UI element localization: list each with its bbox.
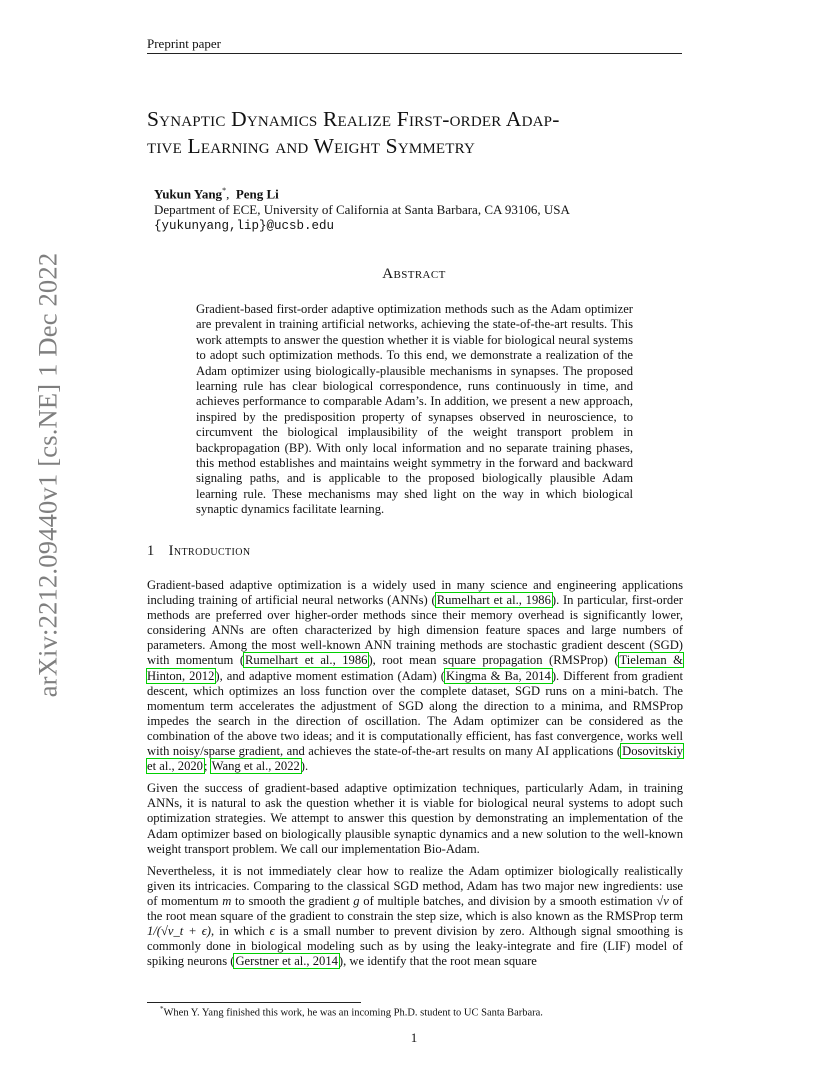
footnote: [160, 1005, 543, 1019]
citation-link[interactable]: Tieleman & Hinton, 2012: [147, 653, 683, 683]
math-m: m: [222, 893, 232, 908]
section-title: Introduction: [168, 543, 251, 559]
footnote-mark: *: [160, 1005, 164, 1013]
email[interactable]: {yukunyang,lip}@ucsb.edu: [154, 219, 335, 234]
arxiv-stamp: arXiv:2212.09440v1 [cs.NE] 1 Dec 2022: [32, 252, 63, 698]
text-run: ), we identify that the root mean square: [338, 954, 537, 969]
citation-link[interactable]: Rumelhart et al., 1986: [245, 653, 368, 668]
math-g: g: [353, 893, 360, 908]
text-run: ).: [300, 759, 309, 774]
paragraph-2: Given the success of gradient-based adaptive optimization techniques, particularly Adam, in training ANNs, it is natural to ask the question whether it is viable for biological neural systems to adopt such optimization strategies. We attempt to answer this question by demonstrating an implementation of the Adam optimizer based on biologically plausible synaptic dynamics and a new solution to the well-known weight transport problem. We call our implementation Bio-Adam.: [147, 781, 683, 856]
citation-link[interactable]: Rumelhart et al., 1986: [436, 593, 551, 608]
citation-link[interactable]: Kingma & Ba, 2014: [445, 668, 551, 683]
text-run: ;: [203, 759, 211, 774]
affiliation: Department of ECE, University of California at Santa Barbara, CA 93106, USA: [154, 202, 570, 218]
running-header: Preprint paper: [147, 36, 222, 51]
text-run: ). In particular, first-order methods are preferred over higher-order methods since their memory overhead is significantly lower, considering ANNs are often characterized by high dimension feature spaces and large numbers of parameters. Among the most well-known ANN training methods are stochastic gradient descent (SGD) with momentum (: [147, 593, 683, 668]
header-rule: [147, 53, 682, 54]
abstract-heading: Abstract: [382, 266, 446, 282]
section-body: [147, 578, 683, 976]
paper-title: [147, 106, 687, 160]
paragraph-1: [147, 578, 683, 774]
citation-link[interactable]: Wang et al., 2022: [211, 759, 300, 774]
text-run: ), and adaptive moment estimation (Adam) (: [215, 668, 445, 683]
page-number: 1: [410, 1030, 418, 1045]
text-run: of the root mean square of the gradient to constrain the step size, which is also known as the RMSProp term: [147, 893, 684, 923]
author-2: Peng Li: [235, 186, 279, 202]
title-line-1: Synaptic Dynamics Realize First-order Adap-: [147, 107, 560, 131]
math-epsilon: ϵ: [269, 924, 275, 939]
text-run: of multiple batches, and division by a smooth estimation: [359, 893, 657, 908]
math-sqrt-v: √v: [656, 893, 669, 908]
author-names: Yukun Yang*, Peng Li: [154, 186, 279, 202]
author-block: [154, 183, 570, 234]
text-run: Gradient-based adaptive optimization is a widely used in many science and engineering applications including training of artificial neural networks (ANNs) (: [147, 578, 683, 608]
section-number: 1: [147, 543, 155, 559]
author-1-footnote-mark[interactable]: *: [222, 186, 227, 195]
abstract-text: Gradient-based first-order adaptive optimization methods such as the Adam optimizer are prevalent in training artificial networks, achieving the state-of-the-art results. This work attempts to answer the question whether it is viable for biological neural systems to adopt such optimization methods. To this end, we demonstrate a realization of the Adam optimizer using biologically-plausible mechanisms in synapses. The proposed learning rule has clear biological correspondence, runs continuously in time, and achieves performance to comparable Adam’s. In addition, we present a new approach, inspired by the predisposition property of synapses observed in neuroscience, to circumvent the biological implausibility of the weight transport problem in backpropagation (BP). With only local information and no separate training phases, this method establishes and maintains weight symmetry in the forward and backward signaling paths, and is applicable to the proposed biologically plausible Adam learning rule. These mechanisms may shed light on the way in which biological synaptic dynamics facilitate learning.: [196, 302, 633, 517]
text-run: is a small number to prevent division by zero. Although signal smoothing is commonly done in biological modeling such as by using the leaky-integrate and fire (LIF) model of spiking neurons (: [147, 924, 683, 969]
footnote-text: When Y. Yang finished this work, he was an incoming Ph.D. student to UC Santa Barbara.: [163, 1007, 543, 1019]
text-run: to smooth the gradient: [231, 893, 354, 908]
footnote-rule: [147, 1002, 361, 1003]
text-run: ), root mean square propagation (RMSProp) (: [368, 653, 619, 668]
citation-link[interactable]: Dosovitskiy et al., 2020: [147, 744, 683, 774]
math-rmsprop-term: 1/(√v_t + ϵ): [147, 924, 211, 939]
section-heading: [147, 543, 251, 560]
text-run: ). Different from gradient descent, which optimizes an loss function over the complete dataset, SGD runs on a mini-batch. The momentum term accelerates the adjustment of SGD along the direction to a minima, and RMSProp impedes the search in the direction of oscillation. The Adam optimizer can be considered as the combination of the above two ideas; and it is computationally efficient, has fast convergence, works well with noisy/sparse gradient, and achieves the state-of-the-art results on many AI applications (: [147, 668, 684, 759]
text-run: Nevertheless, it is not immediately clear how to realize the Adam optimizer biologically realistically given its intricacies. Comparing to the classical SGD method, Adam has two major new ingredients: use of momentum: [147, 863, 683, 908]
text-run: , in which: [210, 924, 270, 939]
paragraph-3: [147, 864, 683, 970]
citation-link[interactable]: Gerstner et al., 2014: [235, 954, 338, 969]
author-1: Yukun Yang: [154, 186, 223, 202]
title-line-2: tive Learning and Weight Symmetry: [147, 134, 476, 158]
